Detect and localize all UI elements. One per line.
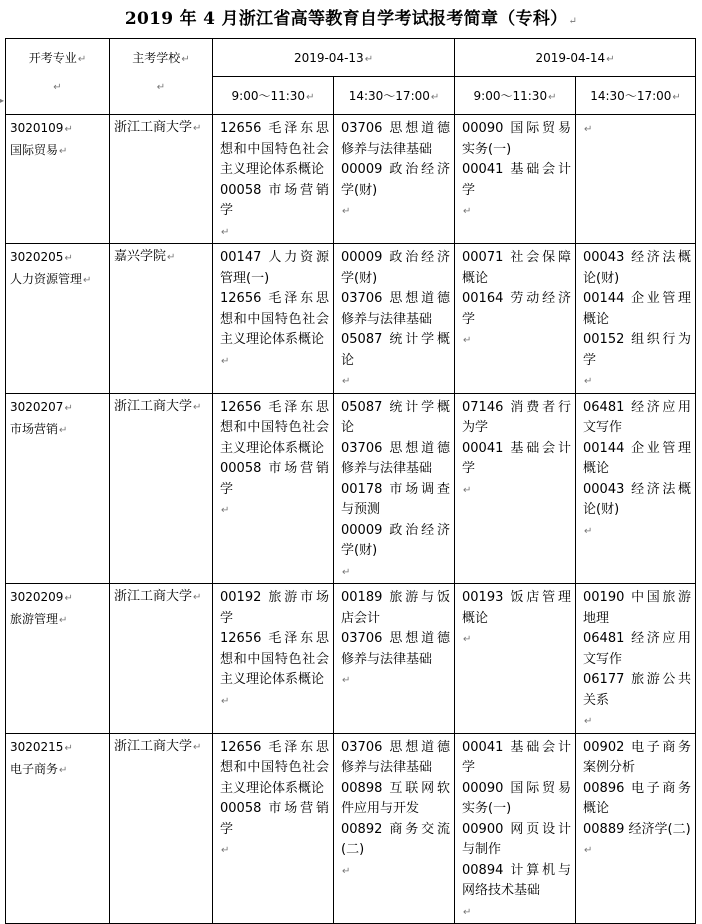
course-entry: 00144 企业管理概论	[583, 440, 692, 476]
paragraph-mark: ↵	[156, 82, 166, 93]
course-entry: 00009 政治经济学(财)	[341, 522, 451, 558]
paragraph-mark: ↵	[64, 124, 73, 135]
course-entry: 00144 企业管理概论	[583, 291, 692, 327]
exam-slot-cell	[576, 393, 696, 584]
major-name: 旅游管理	[10, 612, 59, 626]
paragraph-mark: ↵	[584, 525, 593, 537]
school-name: 浙江工商大学	[114, 398, 193, 414]
course-entry: 12656 毛泽东思想和中国特色社会主义理论体系概论	[220, 739, 329, 796]
exam-slot-cell	[576, 244, 696, 394]
header-time-label: 14:30～17:00	[348, 89, 430, 103]
major-cell	[6, 115, 110, 244]
course-entry: 00900 网页设计与制作	[462, 821, 572, 857]
title-text: 2019 年 4 月浙江省高等教育自学考试报考简章（专科）	[124, 9, 568, 29]
paragraph-mark: ↵	[59, 146, 68, 157]
exam-slot-cell	[334, 244, 455, 394]
course-entry: 00090 国际贸易实务(一)	[462, 780, 572, 816]
paragraph-mark: ↵	[342, 376, 351, 387]
exam-slot-cell	[455, 393, 576, 584]
header-date-1	[213, 39, 455, 77]
paragraph-mark: ↵	[221, 695, 230, 707]
paragraph-mark: ↵	[548, 92, 557, 103]
major-cell	[6, 733, 110, 924]
major-code-line	[10, 118, 109, 140]
paragraph-mark: ↵	[64, 402, 73, 414]
paragraph-mark: ↵	[59, 615, 68, 626]
course-entry: 12656 毛泽东思想和中国特色社会主义理论体系概论	[220, 631, 329, 687]
course-entry: 12656 毛泽东思想和中国特色社会主义理论体系概论	[220, 121, 329, 177]
header-date-label: 2019-04-14	[535, 51, 606, 65]
paragraph-mark: ↵	[672, 92, 681, 103]
major-name-line	[10, 419, 109, 441]
course-entry: 12656 毛泽东思想和中国特色社会主义理论体系概论	[220, 399, 329, 456]
course-entry: 00193 饭店管理概论	[462, 590, 572, 626]
exam-slot-cell	[455, 733, 576, 924]
course-entry: 00902 电子商务案例分析	[583, 739, 692, 775]
exam-slot-cell	[576, 584, 696, 734]
exam-slot-cell	[213, 244, 334, 394]
major-name: 市场营销	[10, 421, 59, 436]
header-row-dates	[6, 39, 696, 77]
paragraph-mark: ↵	[221, 845, 230, 856]
school-cell	[110, 244, 213, 394]
exam-slot-cell	[455, 244, 576, 394]
course-entry: 00041 基础会计学	[462, 440, 572, 476]
paragraph-mark: ↵	[64, 253, 73, 264]
school-name: 浙江工商大学	[114, 120, 193, 135]
course-entry: 00041 基础会计学	[462, 162, 572, 198]
margin-marker: ▸	[0, 96, 5, 105]
exam-slot-cell	[334, 584, 455, 734]
paragraph-mark: ↵	[463, 484, 472, 496]
paragraph-mark: ↵	[463, 335, 472, 346]
school-name: 浙江工商大学	[114, 589, 193, 604]
paragraph-mark: ↵	[342, 675, 351, 686]
paragraph-mark: ↵	[430, 92, 440, 103]
major-code-line	[10, 247, 109, 269]
paragraph-mark: ↵	[221, 226, 230, 238]
exam-slot-cell	[576, 115, 696, 244]
paragraph-mark: ↵	[221, 355, 230, 367]
course-entry: 00090 国际贸易实务(一)	[462, 121, 572, 157]
course-entry: 03706 思想道德修养与法律基础	[341, 739, 451, 775]
course-entry: 00058 市场营销学	[220, 461, 329, 497]
course-entry: 06481 经济应用文写作	[583, 399, 692, 435]
header-school	[110, 39, 213, 115]
header-date-label: 2019-04-13	[293, 51, 364, 65]
paragraph-mark: ↵	[463, 206, 472, 217]
paragraph-mark: ↵	[568, 16, 578, 27]
table-row	[6, 115, 696, 244]
paragraph-mark: ↵	[584, 124, 593, 135]
page-title	[0, 8, 702, 33]
major-name: 国际贸易	[10, 143, 59, 157]
course-entry: 00009 政治经济学(财)	[341, 162, 451, 198]
exam-slot-cell	[334, 733, 455, 924]
major-code: 3020215	[10, 739, 64, 754]
table-row	[6, 244, 696, 394]
major-code: 3020109	[10, 121, 64, 135]
course-entry: 05087 统计学概论	[341, 332, 451, 368]
header-major-label: 开考专业	[28, 51, 77, 65]
major-code: 3020207	[10, 399, 64, 414]
table-row	[6, 393, 696, 584]
paragraph-mark: ↵	[342, 566, 351, 578]
paragraph-mark: ↵	[306, 92, 315, 103]
course-entry: 00152 组织行为学	[583, 332, 692, 368]
major-name-line	[10, 759, 109, 781]
exam-slot-cell	[213, 584, 334, 734]
paragraph-mark: ↵	[584, 716, 593, 727]
exam-slot-cell	[455, 115, 576, 244]
course-entry: 00043 经济法概论(财)	[583, 250, 692, 286]
paragraph-mark: ↵	[342, 865, 351, 877]
paragraph-mark: ↵	[364, 54, 374, 65]
paragraph-mark: ↵	[463, 906, 472, 918]
paragraph-mark: ↵	[193, 741, 202, 753]
course-entry: 07146 消费者行为学	[462, 399, 572, 435]
course-entry: 00178 市场调查与预测	[341, 481, 451, 517]
major-name: 电子商务	[10, 761, 59, 776]
course-entry: 00058 市场营销学	[220, 801, 329, 837]
major-name-line	[10, 269, 109, 291]
school-cell	[110, 115, 213, 244]
paragraph-mark: ↵	[221, 505, 230, 516]
exam-slot-cell	[455, 584, 576, 734]
course-entry: 03706 思想道德修养与法律基础	[341, 291, 451, 327]
paragraph-mark: ↵	[193, 401, 202, 413]
exam-slot-cell	[213, 733, 334, 924]
course-entry: 00892 商务交流(二)	[341, 821, 451, 857]
course-entry: 03706 思想道德修养与法律基础	[341, 631, 451, 667]
header-date-2	[455, 39, 696, 77]
major-code: 3020205	[10, 250, 64, 264]
exam-slot-cell	[576, 733, 696, 924]
course-entry: 00889 经济学(二)	[583, 821, 691, 837]
table-row	[6, 733, 696, 924]
header-time-3	[455, 77, 576, 115]
paragraph-mark: ↵	[64, 593, 73, 604]
header-major	[6, 39, 110, 115]
header-time-1	[213, 77, 334, 115]
school-cell	[110, 733, 213, 924]
paragraph-mark: ↵	[83, 275, 92, 286]
paragraph-mark: ↵	[77, 54, 87, 65]
exam-slot-cell	[213, 393, 334, 584]
school-name: 嘉兴学院	[114, 249, 167, 264]
paragraph-mark: ↵	[59, 764, 68, 776]
major-code-line	[10, 737, 109, 759]
course-entry: 00147 人力资源管理(一)	[220, 250, 329, 286]
exam-slot-cell	[213, 115, 334, 244]
header-time-label: 9:00～11:30	[473, 89, 548, 103]
course-entry: 12656 毛泽东思想和中国特色社会主义理论体系概论	[220, 291, 329, 347]
course-entry: 00009 政治经济学(财)	[341, 250, 451, 286]
course-entry: 00192 旅游市场学	[220, 590, 329, 626]
paragraph-mark: ↵	[584, 845, 593, 856]
paragraph-mark: ↵	[463, 634, 472, 645]
course-entry: 03706 思想道德修养与法律基础	[341, 121, 451, 157]
paragraph-mark: ↵	[181, 54, 190, 65]
course-entry: 03706 思想道德修养与法律基础	[341, 440, 451, 476]
major-cell	[6, 244, 110, 394]
course-entry: 00896 电子商务概论	[583, 780, 692, 816]
paragraph-mark: ↵	[342, 206, 351, 217]
exam-schedule-table	[5, 38, 696, 924]
course-entry: 00190 中国旅游地理	[583, 590, 692, 626]
exam-slot-cell	[334, 393, 455, 584]
major-name-line	[10, 140, 109, 162]
header-time-4	[576, 77, 696, 115]
paragraph-mark: ↵	[584, 376, 593, 387]
course-entry: 00058 市场营销学	[220, 182, 329, 218]
course-entry: 00071 社会保障概论	[462, 250, 572, 286]
major-cell	[6, 393, 110, 584]
major-code-line	[10, 587, 109, 609]
course-entry: 00898 互联网软件应用与开发	[341, 780, 451, 816]
course-entry: 00164 劳动经济学	[462, 291, 572, 327]
major-cell	[6, 584, 110, 734]
paragraph-mark: ↵	[606, 54, 615, 65]
header-time-label: 14:30～17:00	[590, 89, 672, 103]
course-entry: 00043 经济法概论(财)	[583, 481, 692, 517]
course-entry: 00894 计算机与网络技术基础	[462, 862, 572, 898]
schedule-body	[6, 39, 696, 924]
major-name: 人力资源管理	[10, 272, 83, 286]
header-time-label: 9:00～11:30	[231, 89, 306, 103]
course-entry: 00041 基础会计学	[462, 739, 572, 775]
paragraph-mark: ↵	[59, 424, 68, 436]
header-school-label: 主考学校	[132, 51, 181, 65]
course-entry: 05087 统计学概论	[341, 399, 451, 435]
paragraph-mark: ↵	[167, 252, 176, 263]
school-name: 浙江工商大学	[114, 738, 193, 754]
paragraph-mark: ↵	[53, 82, 62, 93]
major-code-line	[10, 397, 109, 419]
header-time-2	[334, 77, 455, 115]
exam-slot-cell	[334, 115, 455, 244]
paragraph-mark: ↵	[64, 742, 73, 754]
major-code: 3020209	[10, 590, 64, 604]
course-entry: 00189 旅游与饭店会计	[341, 590, 451, 626]
school-cell	[110, 393, 213, 584]
school-cell	[110, 584, 213, 734]
paragraph-mark: ↵	[193, 123, 202, 134]
paragraph-mark: ↵	[193, 592, 202, 603]
major-name-line	[10, 609, 109, 631]
course-entry: 06177 旅游公共关系	[583, 672, 692, 708]
course-entry: 06481 经济应用文写作	[583, 631, 692, 667]
table-row	[6, 584, 696, 734]
